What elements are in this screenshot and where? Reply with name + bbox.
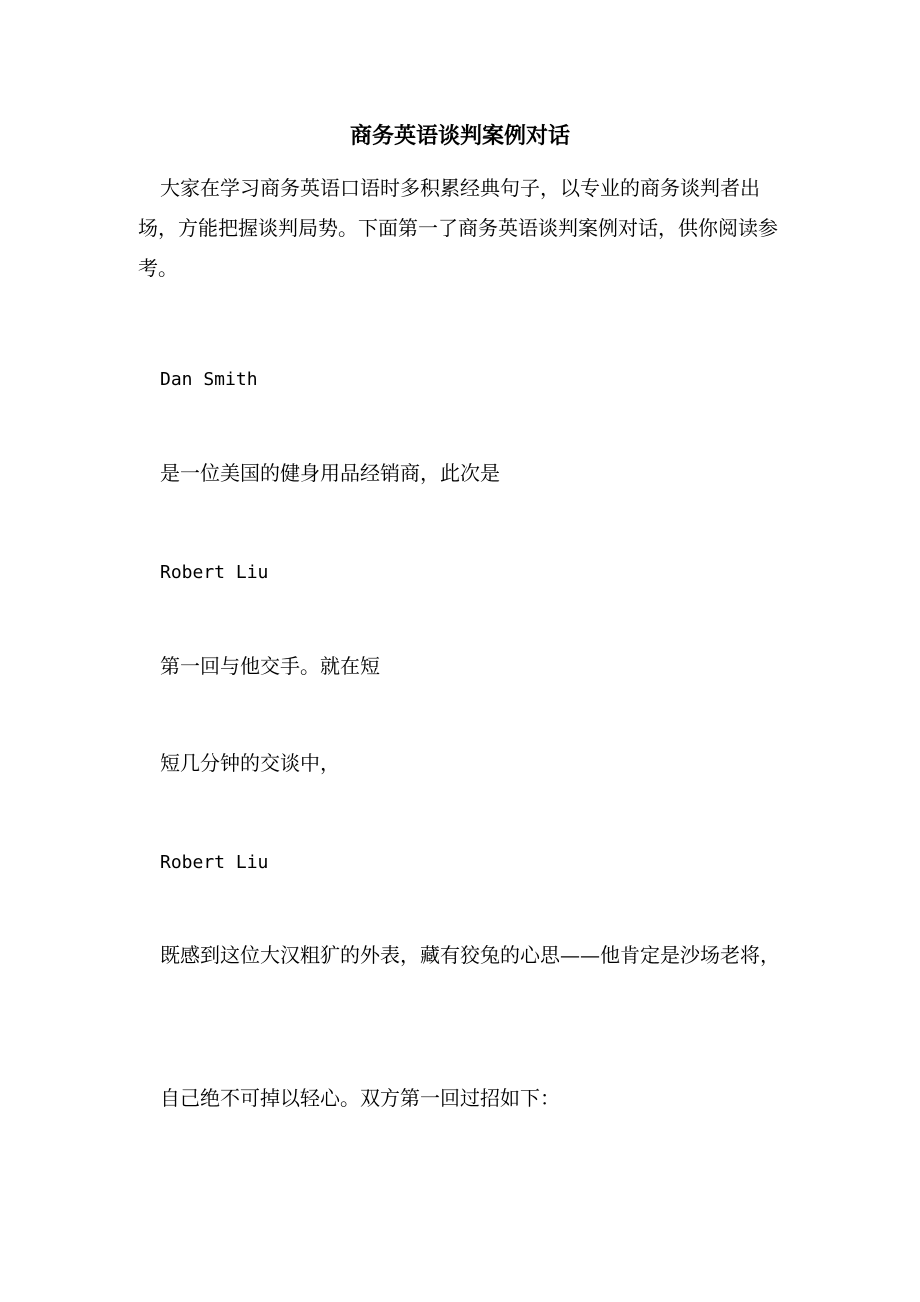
- paragraph-impression: 既感到这位大汉粗犷的外表，藏有狡兔的心思——他肯定是沙场老将，: [160, 943, 780, 967]
- paragraph-name-robert-liu: Robert Liu: [160, 562, 269, 583]
- paragraph-name-dan-smith: Dan Smith: [160, 369, 258, 390]
- paragraph-name-robert-liu-2: Robert Liu: [160, 852, 269, 873]
- paragraph-short-conversation: 短几分钟的交谈中，: [160, 751, 340, 775]
- paragraph-dealer-description: 是一位美国的健身用品经销商，此次是: [160, 461, 500, 485]
- paragraph-first-encounter: 第一回与他交手。就在短: [160, 654, 380, 678]
- paragraph-exchange-intro: 自己绝不可掉以轻心。双方第一回过招如下：: [160, 1086, 560, 1110]
- document-title: 商务英语谈判案例对话: [349, 123, 570, 149]
- intro-paragraph: 大家在学习商务英语口语时多积累经典句子，以专业的商务谈判者出场，方能把握谈判局势。下面第一了商务英语谈判案例对话，供你阅读参考。: [138, 176, 778, 280]
